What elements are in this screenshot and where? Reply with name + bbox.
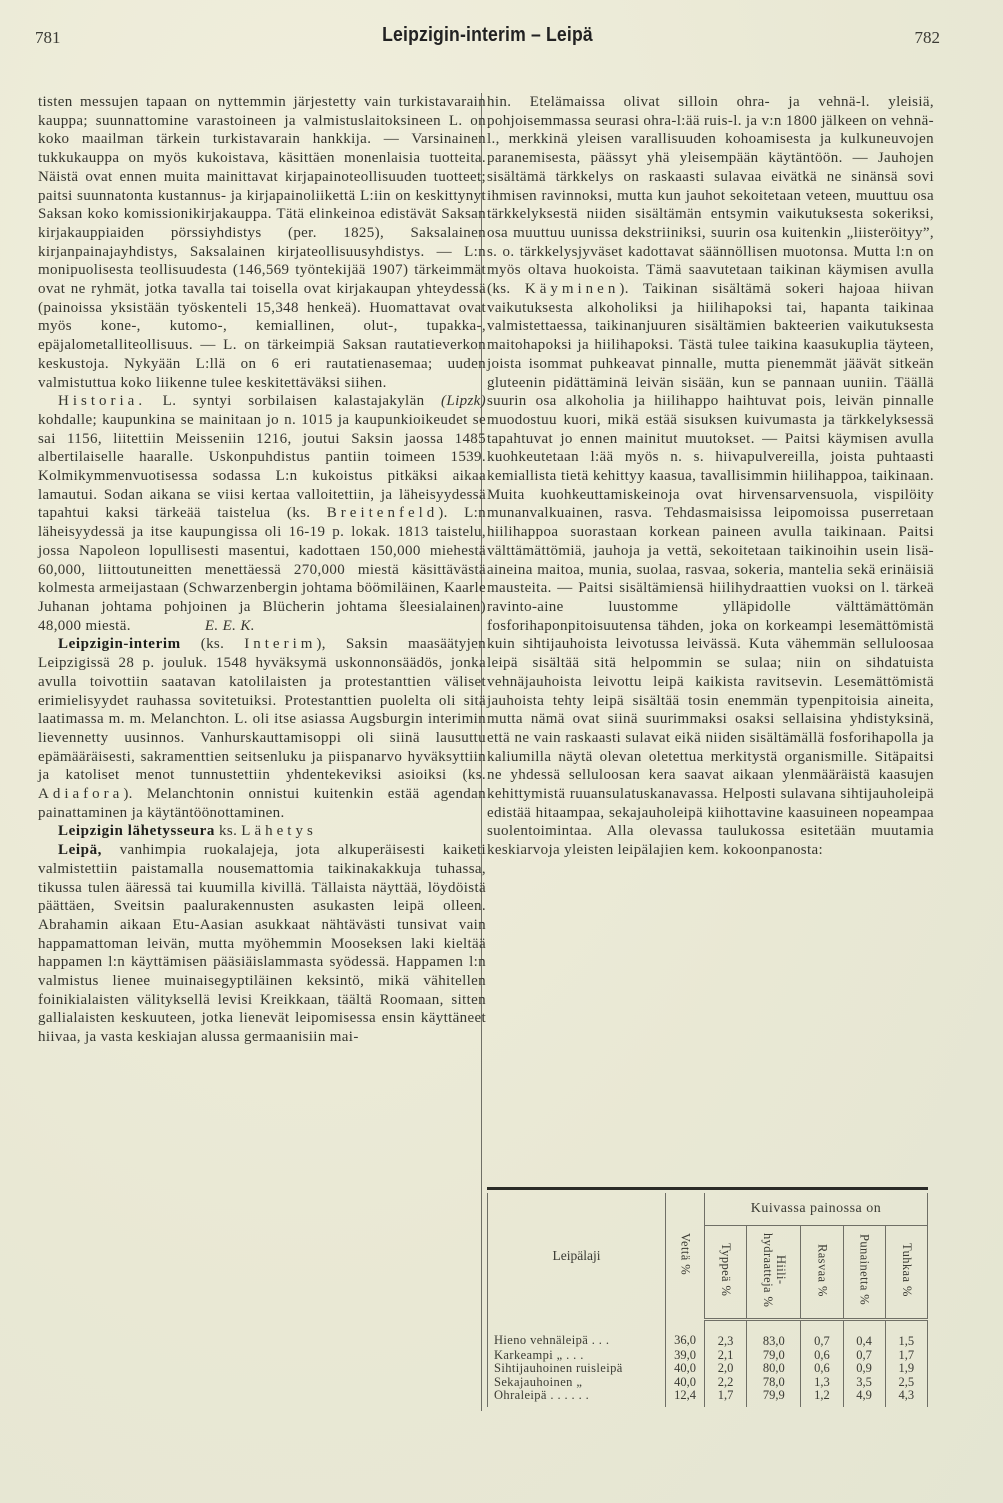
header-ash: Tuhkaa % (885, 1226, 927, 1320)
cross-reference-adiafora[interactable]: Adiafora (38, 786, 124, 803)
running-title: Leipzigin-interim – Leipä (382, 24, 593, 46)
italic-name: (Lipzk) (441, 393, 486, 410)
header-nitrogen: Typpeä % (705, 1226, 747, 1320)
header-protein: Punainetta % (843, 1226, 885, 1320)
table-row: Sihtijauhoinen ruisleipä 40,0 2,0 80,0 0,6 0,9 1,9 (488, 1362, 928, 1376)
header-dry-weight-group: Kuivassa painossa on (705, 1193, 928, 1226)
paragraph-leipa-continued: hin. Etelämaissa olivat silloin ohra- ja vehnä-l. yleisiä, pohjoisemmassa seurasi ohra-l:ää ruis-l. ja v:n 1800 jälkeen on vehnä-l., merkkinä yleisen varallisuuden kohoamisesta ja kulkuneuvojen paranemisesta, päässyt yhä yleisempään käytäntöön. — Jauhojen sisältämä tärkkelys on raskaasti sulavaa eivätkä ne sinänsä sovi ihmisen ravinnoksi, mutta kun jauhot sekoitetaan veteen, muuttuu osa tärkkelyksestä niiden sisältämän entsymin vaikutuksesta sokeriksi, osa muuttuu uunissa dekstriiniksi, suurin osa kuitenkin „liisteröityy”, s. o. tärkkelysjyväset kadottavat säännöllisen muotonsa. Mutta l:n on myös oltava huokoista. Tämä saavutetaan taikinan käymisen avulla (ks. Käyminen). Taikinan sisältämä sokeri hajoaa hiivan vaikutuksesta alkoholiksi ja hiilihapoksi tai, hapanta taikinaa valmistettaessa, taikinanjuuren sisältämien bakteerien vaikutuksesta maitohapoksi ja hiilihapoksi. Tästä tulee taikina kaasukuplia täyteen, joista isommat puhkeavat pinnalle, mutta pienemmät jäävät sitkeän gluteenin pidättäminä leivän sisään, kun se pannaan uuniin. Täällä suurin osa alkoholia ja hiilihappo haihtuvat pois, leivän pinnalle muodostuu kuori, mikä estää sisuksen kuivumasta ja tärkkelyksessä tapahtuvat jo ennen mainitut muutokset. — Paitsi käymisen avulla kuohkeutetaan l:ää myös n. s. hiivapulvereilla, joista puhtaasti kemiallista tietä kehittyy kaasua, tavallisimmin hiilihappoa, taikinaan. Muita kuohkeuttamiskeinoja ovat hirvensarvensuola, vispilöity munanvalkuainen, rasva. Tehdasmaisissa leipomoissa puserretaan hiilihappoa suorastaan korkean paineen avulla taikinaan. Paitsi välttämättömiä, jauhoja ja vettä, sekoitetaan taikinoihin usein lisä-aineina maitoa, munia, suolaa, rasvaa, sokeria, mantelia sekä erinäisiä mausteita. — Paitsi sisältämiensä hiilihydraattien vuoksi on l. tärkeä ravinto-aine luustomme ylläpidolle välttämättömän fosforihaponpitoisuutensa tähden, joka on korkeampi lesemättömistä kuin sihtijauhoista leivotussa leivässä. Kuta vähemmän selluloosaa leipä sisältää sitä helpommin se sulaa; niin on sihdatuista vehnäjauhoista leivottu leipä kaikista ravitsevin. Lesemättömistä jauhoista tehty leipä sisältää tosin enemmän typenpitoisia aineita, mutta nämä ovat siinä suurimmaksi osaksi sellaisina yhdistyksinä, että ne vain raskaasti sulavat eikä niiden sisältämällä fosforihapolla ja kaliumilla näytä olevan oletettua merkitystä organismille. Sitäpaitsi ne yhdessä selluloosan kera saavat aikaan ylenmääräistä kaasujen kehittymistä ruuansulatuskanavassa. Helposti sulavana sihtijauholeipä edistää hitaampaa, sekajauholeipä kiihottavine kaasuineen nopeampaa suolentoimintaa. Alla olevassa taulukossa esitetään muutamia keskiarvoja yleisten leipälajien kem. kokoonpanosta: (487, 94, 934, 859)
cross-reference-lahetys[interactable]: Lähetys (241, 823, 317, 840)
paragraph-history: Historia. L. syntyi sorbilaisen kalastajakylän (Lipzk) kohdalle; kaupunkina se mainitaan jo n. 1015 ja kaupunkioikeudet se sai 1156, liitettiin Meisseniin 1216, joutui Saksin jaossa 1485 albertilaiselle haaralle. Uskonpuhdistus pantiin toimeen 1539. Kolmikymmenvuotisessa sodassa L:n kukoistus pitkäksi aikaa lamautui. Sodan aikana se viisi kertaa valloitettiin, ja läheisyydessä tapahtui kaksi tärkeää taistelua (ks. Breitenfeld). L:n läheisyydessä ja itse kaupungissa oli 16-19 p. lokak. 1813 taistelu, jossa Napoleon lopullisesti masentui, kadottaen 150,000 miehestä 60,000, liittoutuneitten menettäessä 270,000 miestä käsittävästä kolmesta armeijastaan (Schwarzenbergin johtama böömiläinen, Kaarle Juhanan johtama pohjoinen ja Blücherin johtama šleesialainen) 48,000 miestä. E. E. K. (38, 393, 486, 634)
header-carbohydrates: Hiili-hydraatteja % (747, 1226, 801, 1320)
page-number-right: 782 (914, 28, 940, 47)
table-row: Karkeampi „ . . . 39,0 2,1 79,0 0,6 0,7 1,7 (488, 1349, 928, 1363)
cross-reference-interim[interactable]: Interim (244, 636, 317, 653)
entry-headword: Leipzigin lähetysseura (58, 823, 215, 840)
left-column (38, 93, 486, 1047)
table-row: Sekajauhoinen „ 40,0 2,2 78,0 1,3 3,5 2,5 (488, 1376, 928, 1390)
table-row: Hieno vehnäleipä . . . 36,0 2,3 83,0 0,7 0,4 1,5 (488, 1320, 928, 1349)
section-label-history: Historia. (58, 393, 147, 410)
entry-leipzigin-lahetysseura: Leipzigin lähetysseura ks. Lähetys (58, 823, 317, 840)
entry-leipa: Leipä, vanhimpia ruokalajeja, jota alkuperäisesti kaiketi valmistettiin paistamalla nousemattomia taikinakakkuja tuhassa, tikussa tulen ääressä tai kuumilla kivillä. Tällaista näyttää, löydöistä päättäen, Sveitsin paalurakennusten asukasten leipä olleen. Abrahamin aikaan Etu-Aasian asukkaat nähtävästi tunsivat vain happamattoman leivän, mutta myöhemmin Mooseksen laki kieltää happamen l:n käyttämisen pääsiäislammasta syödessä. Happamen l:n valmistus lienee muinaisegyptiläinen keksintö, mikä vähitellen foinikialaisten välityksellä levisi Kreikkaan, täältä Roomaan, sitten gallialaisten keskuuteen, jotka lienevät leipomisessa ensin käyttäneet hiivaa, ja vasta keskiajan alussa germaanisiin mai- (38, 842, 486, 1046)
cross-reference-breitenfeld[interactable]: Breitenfeld (326, 505, 439, 522)
paragraph-leipzig-commerce: tisten messujen tapaan on nyttemmin järjestetty vain turkistavarain kauppa; suunnattomine varastoineen ja valmistuslaitoksineen L. on koko maailman tärkein turkistavarain hankkija. — Varsinainen tukkukauppa on myös kukoistava, käsittäen monenlaisia tuotteita. Näistä ovat ennen muita mainittavat kirjapainoteollisuuden tuotteet; paitsi suunnatonta kustannus- ja kirjapainoliikettä L:iin on keskittynyt Saksan koko komissionikirjakauppa. Tätä elinkeinoa edistävät Saksan kirjakauppiaiden pörssiyhdistys (per. 1825), Saksalainen kirjanpainajayhdistys, Saksalainen kirjateollisuusyhdistys. — L:n monipuolisesta teollisuudesta (146,569 työntekijää 1907) tärkeimmät ovat ne ryhmät, jotka tavalla tai toisella ovat kirjakaupan yhteydessä (painoissa yksistään työskenteli 15,348 henkeä). Huomattavat ovat myös kone-, kutomo-, kemiallinen, olut-, tupakka-, epäjalometalliteollisuus. — L. on tärkeimpiä Saksan rautatieverkon keskustoja. Nykyään L:llä on 6 eri rautatienasemaa; uuden valmistuttua koko liikenne tulee keskitettäväksi siihen. (38, 94, 486, 391)
header-fat: Rasvaa % (801, 1226, 843, 1320)
cross-reference-kayminen[interactable]: Käyminen (524, 281, 620, 298)
header-water: Vettä % (666, 1193, 705, 1320)
entry-headword: Leipzigin-interim (58, 636, 181, 653)
bread-composition-table (487, 1187, 928, 1407)
right-column (487, 93, 934, 860)
page-header (35, 22, 940, 56)
header-bread-type: Leipälaji (488, 1193, 666, 1320)
author-signature: E. E. K. (204, 617, 255, 634)
entry-leipzigin-interim: Leipzigin-interim (ks. Interim), Saksin maasäätyjen Leipzigissä 28 p. jouluk. 1548 hyväksymä uskonnonsäädös, jonka avulla toivottiin saatavan katolilaisten ja protestanttien väliset erimielisyydet rauhassa sovitetuiksi. Protestanttien puolelta oli sitä laatimassa m. m. Melanchton. L. oli itse asiassa Augsburgin interimin lievennetty uusinnos. Vanhurskauttamisoppi oli siinä lausuttu epämääräisesti, sakramenttien seitsenluku ja piispanarvo hyväksyttiin ja katoliset menot tunnustettiin yhdentekeviksi asioiksi (ks. Adiafora). Melanchtonin onnistui kuitenkin estää agendan painattaminen ja käytäntöönottaminen. (38, 636, 487, 821)
table-top-rule (487, 1187, 928, 1190)
entry-headword: Leipä, (58, 842, 103, 859)
page-number-left: 781 (35, 28, 61, 47)
table-row: Ohraleipä . . . . . . 12,4 1,7 79,9 1,2 4,9 4,3 (488, 1389, 928, 1407)
